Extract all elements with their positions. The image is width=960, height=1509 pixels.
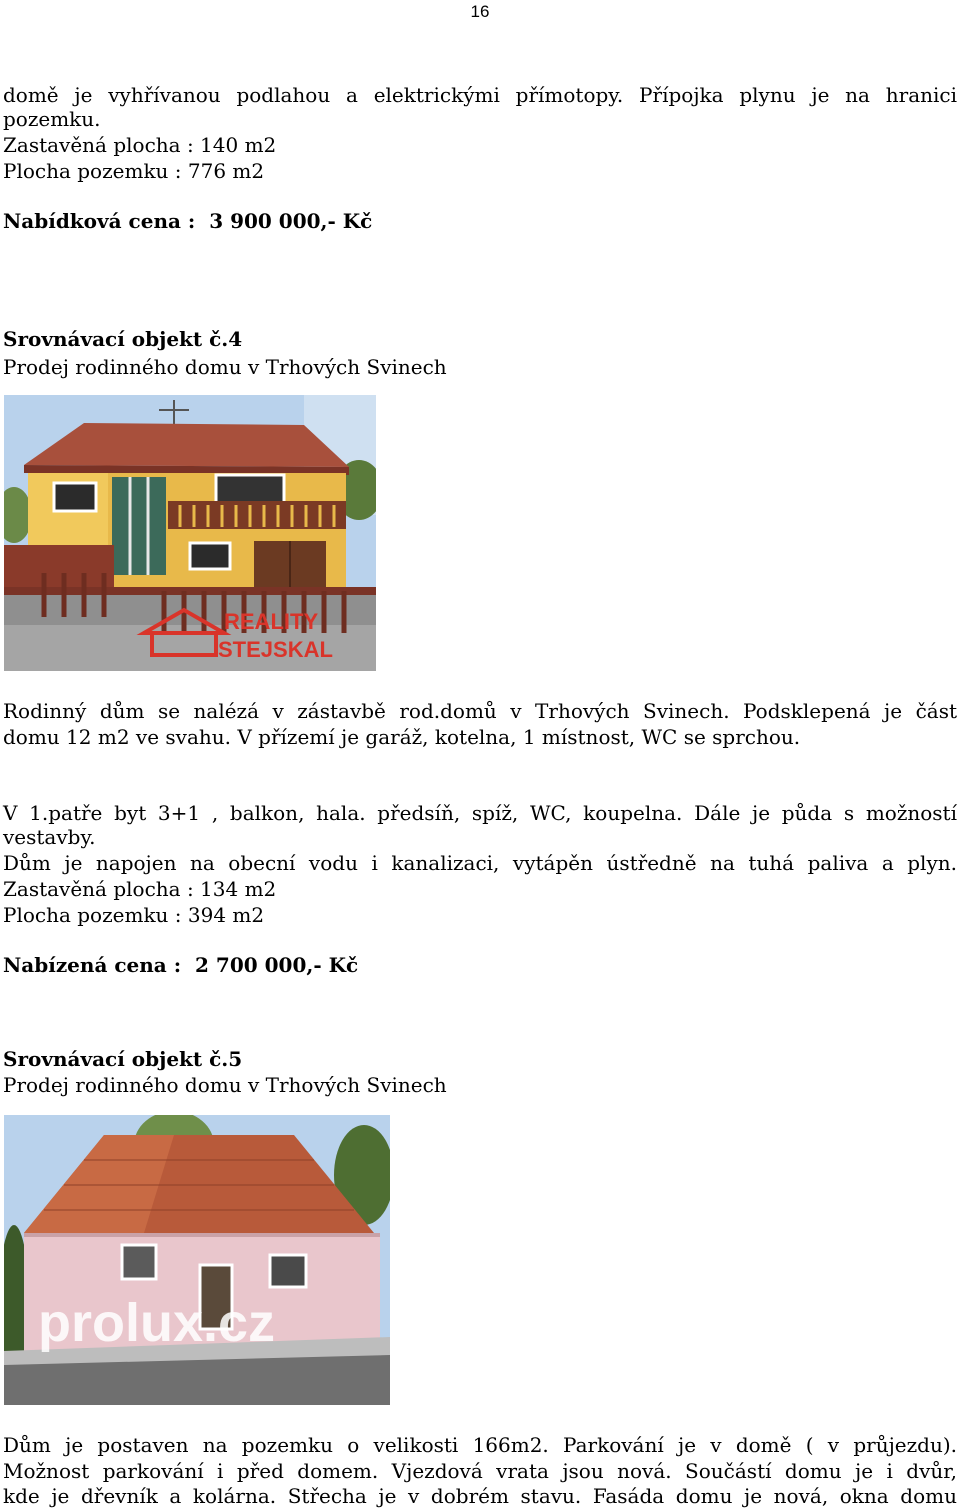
obj4-p2-line-2: vestavby. [3,825,96,849]
obj4-price: Nabízená cena : 2 700 000,- Kč [3,953,359,977]
obj4-p1-line-2: domu 12 m2 ve svahu. V přízemí je garáž, kotelna, 1 místnost, WC se sprchou. [3,725,801,749]
intro-price: Nabídková cena : 3 900 000,- Kč [3,209,373,233]
intro-line-1: domě je vyhřívanou podlahou a elektrickými přímotopy. Přípojka plynu je na hranici [3,83,957,107]
obj4-p2-line-1: V 1.patře byt 3+1 , balkon, hala. předsíň, spíž, WC, koupelna. Dále je půda s možností [3,801,957,825]
obj5-watermark: prolux.cz [38,1293,276,1353]
intro-line-2: pozemku. [3,107,101,131]
obj4-heading: Srovnávací objekt č.4 [3,327,243,351]
obj4-subheading: Prodej rodinného domu v Trhových Svinech [3,355,447,379]
obj4-p1-line-1: Rodinný dům se nalézá v zástavbě rod.domů v Trhových Svinech. Podsklepená je část [3,699,957,723]
obj4-watermark-bottom: STEJSKAL [218,637,333,662]
obj4-p3: Dům je napojen na obecní vodu i kanalizaci, vytápěn ústředně na tuhá paliva a plyn. [3,851,957,875]
intro-built-area: Zastavěná plocha : 140 m2 [3,133,277,157]
obj4-plot-area: Plocha pozemku : 394 m2 [3,903,265,927]
obj5-subheading: Prodej rodinného domu v Trhových Svinech [3,1073,447,1097]
obj5-heading: Srovnávací objekt č.5 [3,1047,243,1071]
page-number: 16 [470,2,490,21]
obj4-watermark-top: REALITY [224,609,319,634]
obj5-line-2: Možnost parkování i před domem. Vjezdová vrata jsou nová. Součástí domu je i dvůr, [3,1459,957,1483]
obj4-built-area: Zastavěná plocha : 134 m2 [3,877,277,901]
obj5-line-3: kde je dřevník a kolárna. Střecha je v dobrém stavu. Fasáda domu je nová, okna domu [3,1484,957,1508]
obj5-house-photo [4,1115,390,1405]
obj5-line-1: Dům je postaven na pozemku o velikosti 166m2. Parkování je v domě ( v průjezdu). [3,1433,957,1457]
obj4-house-photo [4,395,376,671]
intro-plot-area: Plocha pozemku : 776 m2 [3,159,265,183]
